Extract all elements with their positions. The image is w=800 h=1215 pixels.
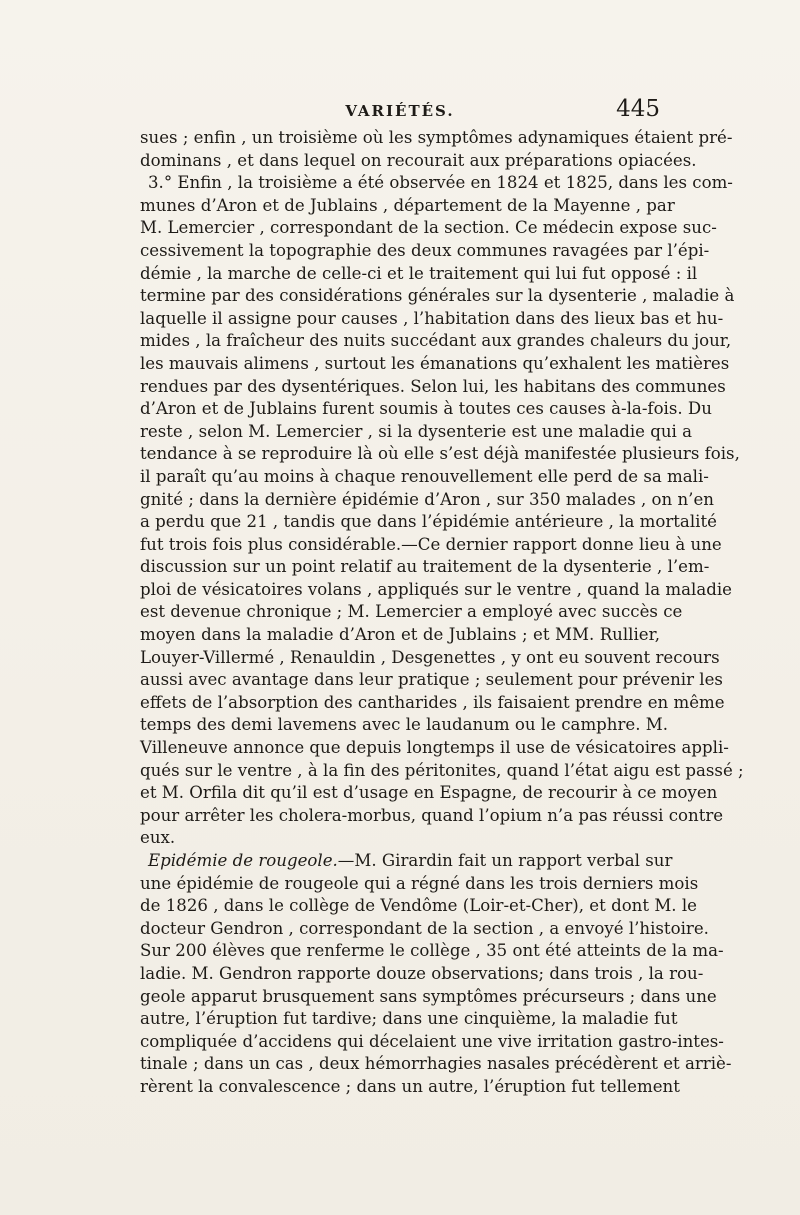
text-line: munes d’Aron et de Jublains , département de la Mayenne , par [140, 195, 675, 215]
section-lead: Epidémie de rougeole. [148, 851, 338, 870]
text-line: moyen dans la maladie d’Aron et de Jublains ; et MM. Rullier, [140, 625, 660, 645]
page-header [140, 96, 660, 130]
text-line: rendues par des dysentériques. Selon lui, les habitans des communes [140, 376, 726, 396]
text-line: Villeneuve annonce que depuis longtemps il use de vésicatoires appli- [140, 738, 729, 758]
text-line: ploi de vésicatoires volans , appliqués sur le ventre , quand la maladie [140, 579, 732, 599]
text-line: qués sur le ventre , à la fin des péritonites, quand l’état aigu est passé ; [140, 760, 744, 780]
paragraph-measles-epidemic [140, 850, 732, 1099]
text-line: aussi avec avantage dans leur pratique ; seulement pour prévenir les [140, 670, 723, 690]
text-line: geole apparut brusquement sans symptômes précurseurs ; dans une [140, 986, 717, 1006]
text-line: effets de l’absorption des cantharides , ils faisaient prendre en même [140, 692, 725, 712]
text-line: gnité ; dans la dernière épidémie d’Aron , sur 350 malades , on n’en [140, 489, 714, 509]
text-line: reste , selon M. Lemercier , si la dysenterie est une maladie qui a [140, 421, 693, 441]
text-line: M. Lemercier , correspondant de la section. Ce médecin expose suc- [140, 218, 717, 238]
text-line: et M. Orfila dit qu’il est d’usage en Espagne, de recourir à ce moyen [140, 783, 718, 803]
text-line: rèrent la convalescence ; dans un autre, l’éruption fut tellement [140, 1076, 680, 1096]
text-line: compliquée d’accidens qui décelaient une vive irritation gastro-intes- [140, 1031, 724, 1051]
text-line: ladie. M. Gendron rapporte douze observations; dans trois , la rou- [140, 963, 704, 983]
text-line: laquelle il assigne pour causes , l’habitation dans des lieux bas et hu- [140, 308, 724, 328]
text-line: discussion sur un point relatif au traitement de la dysenterie , l’em- [140, 557, 710, 577]
text-run: —M. Girardin fait un rapport verbal sur [337, 851, 673, 870]
text-line: Sur 200 élèves que renferme le collège , 35 ont été atteints de la ma- [140, 941, 724, 961]
text-line: tendance à se reproduire là où elle s’est déjà manifestée plusieurs fois, [140, 444, 740, 464]
text-line: autre, l’éruption fut tardive; dans une cinquième, la maladie fut [140, 1009, 678, 1029]
text-line: est devenue chronique ; M. Lemercier a employé avec succès ce [140, 602, 683, 622]
text-line: tinale ; dans un cas , deux hémorrhagies nasales précédèrent et arriè- [140, 1054, 732, 1074]
text-line: les mauvais alimens , surtout les émanations qu’exhalent les matières [140, 353, 730, 373]
text-line: sues ; enfin , un troisième où les symptômes adynamiques étaient pré- [140, 128, 733, 147]
page-body [140, 127, 744, 1099]
text-line: mides , la fraîcheur des nuits succédant aux grandes chaleurs du jour, [140, 331, 732, 351]
text-line: démie , la marche de celle-ci et le traitement qui lui fut opposé : il [140, 263, 698, 283]
text-line: il paraît qu’au moins à chaque renouvellement elle perd de sa mali- [140, 466, 709, 486]
text-line: Louyer-Villermé , Renauldin , Desgenettes , y ont eu souvent recours [140, 647, 720, 667]
text-line: de 1826 , dans le collège de Vendôme (Loir-et-Cher), et dont M. le [140, 896, 697, 916]
paragraph-continuation [140, 127, 733, 172]
paragraph-third-epidemic [140, 172, 744, 850]
text-line: dominans , et dans lequel on recourait aux préparations opiacées. [140, 150, 697, 170]
text-line: cessivement la topographie des deux communes ravagées par l’épi- [140, 240, 710, 260]
text-line: a perdu que 21 , tandis que dans l’épidémie antérieure , la mortalité [140, 512, 717, 532]
text-line: temps des demi lavemens avec le laudanum ou le camphre. M. [140, 715, 669, 735]
text-line: fut trois fois plus considérable.—Ce dernier rapport donne lieu à une [140, 534, 722, 554]
text-line: docteur Gendron , correspondant de la section , a envoyé l’histoire. [140, 918, 709, 938]
text-line: 3.° Enfin , la troisième a été observée en 1824 et 1825, dans les com- [148, 173, 733, 193]
text-line: eux. [140, 828, 176, 848]
text-line: termine par des considérations générales sur la dysenterie , maladie à [140, 286, 735, 306]
text-line: une épidémie de rougeole qui a régné dans les trois derniers mois [140, 873, 699, 893]
running-head: VARIÉTÉS. [345, 102, 455, 120]
text-line [140, 850, 673, 873]
text-line: d’Aron et de Jublains furent soumis à toutes ces causes à-la-fois. Du [140, 399, 712, 419]
text-line: pour arrêter les cholera-morbus, quand l’opium n’a pas réussi contre [140, 805, 724, 825]
page-number: 445 [616, 96, 660, 122]
